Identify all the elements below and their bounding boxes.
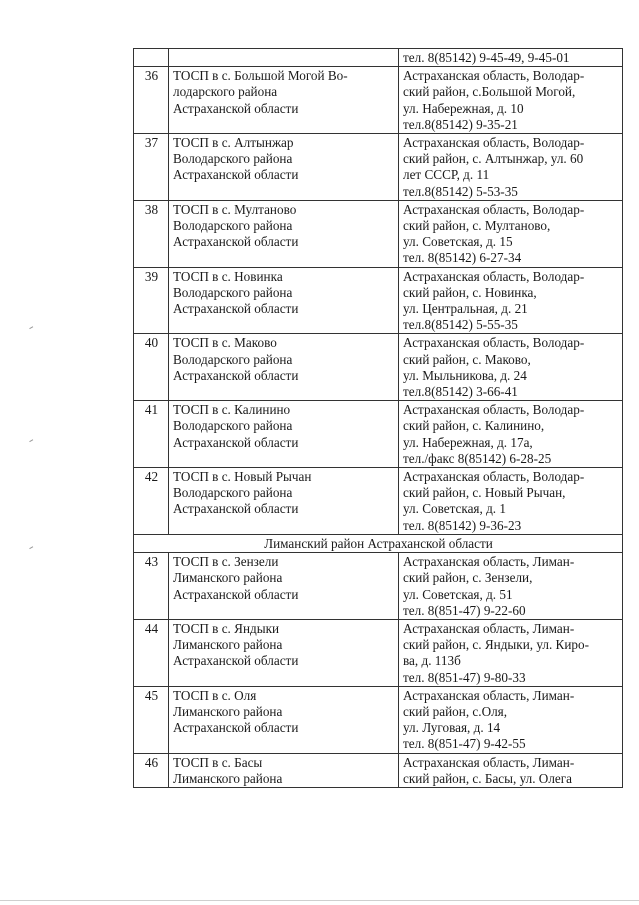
address-line: ский район, с. Мултаново,	[403, 218, 551, 234]
address-line: ский район, с.Большой Могой,	[403, 84, 576, 100]
organization-line: Володарского района	[173, 284, 293, 300]
address-cell	[399, 686, 623, 753]
address-line: Астраханская область, Володар-	[403, 402, 585, 418]
address-line: ский район, с. Маково,	[403, 351, 531, 367]
organization-line: ТОСП в с. Мултаново	[173, 201, 297, 217]
scan-mark	[29, 326, 34, 331]
address-line: Астраханская область, Лиман-	[403, 687, 575, 703]
organization-line: Астраханской области	[173, 100, 299, 116]
address-line: ский район, с. Калинино,	[403, 418, 545, 434]
address-cell	[399, 49, 623, 67]
row-number: 41	[134, 401, 169, 468]
organization-cell	[169, 267, 399, 334]
address-cell	[399, 200, 623, 267]
organization-line: ТОСП в с. Калинино	[173, 402, 291, 418]
table-row	[134, 619, 623, 686]
address-line: тел.8(85142) 5-55-35	[403, 317, 518, 333]
organization-line: Астраханской области	[173, 501, 299, 517]
address-line: тел.8(85142) 9-35-21	[403, 116, 518, 132]
address-line: ский район, с. Новинка,	[403, 284, 537, 300]
table-row	[134, 553, 623, 620]
bottom-edge	[0, 900, 639, 901]
address-line: ский район, с.Оля,	[403, 703, 508, 719]
section-row	[134, 534, 623, 552]
organization-line: Володарского района	[173, 418, 293, 434]
organization-line: Астраханской области	[173, 720, 299, 736]
organization-cell	[169, 686, 399, 753]
organization-line: Лиманского района	[173, 570, 283, 586]
organization-line: лодарского района	[173, 84, 278, 100]
row-number: 46	[134, 753, 169, 787]
table-row	[134, 468, 623, 535]
branches-table-body	[134, 49, 623, 788]
address-cell	[399, 468, 623, 535]
organization-cell	[169, 468, 399, 535]
address-line: Астраханская область, Лиман-	[403, 620, 575, 636]
address-line: тел. 8(85142) 6-27-34	[403, 250, 522, 266]
address-line: ул. Набережная, д. 10	[403, 100, 524, 116]
organization-line: Володарского района	[173, 218, 293, 234]
organization-line: ТОСП в с. Новинка	[173, 268, 283, 284]
address-line: ул. Советская, д. 1	[403, 501, 506, 517]
address-line: Астраханская область, Володар-	[403, 135, 585, 151]
address-line: тел. 8(851-47) 9-80-33	[403, 669, 526, 685]
address-line: ул. Набережная, д. 17а,	[403, 434, 533, 450]
address-line: тел. 8(851-47) 9-42-55	[403, 736, 526, 752]
address-line: ский район, с. Басы, ул. Олега	[403, 770, 573, 786]
address-cell	[399, 267, 623, 334]
address-line: ский район, с. Зензели,	[403, 570, 533, 586]
address-line: ва, д. 113б	[403, 653, 461, 669]
section-heading: Лиманский район Астраханской области	[134, 534, 623, 552]
table-row	[134, 49, 623, 67]
table-row	[134, 401, 623, 468]
organization-cell	[169, 134, 399, 201]
address-line: ский район, с. Новый Рычан,	[403, 485, 566, 501]
organization-line: Астраханской области	[173, 653, 299, 669]
scan-mark	[29, 439, 34, 444]
organization-line: Володарского района	[173, 151, 293, 167]
organization-line: ТОСП в с. Яндыки	[173, 620, 280, 636]
organization-cell	[169, 401, 399, 468]
address-cell	[399, 134, 623, 201]
address-line: тел. 8(85142) 9-45-49, 9-45-01	[403, 50, 570, 65]
address-cell	[399, 753, 623, 787]
organization-line: Астраханской области	[173, 301, 299, 317]
address-cell	[399, 401, 623, 468]
scan-mark	[29, 546, 34, 551]
organization-line: Астраханской области	[173, 367, 299, 383]
address-line: Астраханская область, Володар-	[403, 268, 585, 284]
table-row	[134, 67, 623, 134]
address-line: ул. Советская, д. 51	[403, 586, 513, 602]
organization-line: ТОСП в с. Большой Могой Во-	[173, 68, 348, 84]
address-line: тел./факс 8(85142) 6-28-25	[403, 450, 552, 466]
address-line: Астраханская область, Лиман-	[403, 754, 575, 770]
row-number: 39	[134, 267, 169, 334]
table-row	[134, 334, 623, 401]
organization-line: Володарского района	[173, 485, 293, 501]
address-line: тел. 8(85142) 9-36-23	[403, 517, 522, 533]
organization-line: Володарского района	[173, 351, 293, 367]
organization-line: Лиманского района	[173, 637, 283, 653]
organization-cell	[169, 200, 399, 267]
address-cell	[399, 67, 623, 134]
organization-cell	[169, 753, 399, 787]
table-row	[134, 134, 623, 201]
organization-line: ТОСП в с. Зензели	[173, 554, 279, 570]
organization-line: Лиманского района	[173, 703, 283, 719]
row-number	[134, 49, 169, 67]
address-line: ул. Луговая, д. 14	[403, 720, 501, 736]
organization-cell	[169, 553, 399, 620]
address-line: ул. Центральная, д. 21	[403, 301, 528, 317]
organization-cell	[169, 49, 399, 67]
address-line: Астраханская область, Володар-	[403, 68, 585, 84]
row-number: 38	[134, 200, 169, 267]
organization-cell	[169, 619, 399, 686]
address-cell	[399, 334, 623, 401]
row-number: 36	[134, 67, 169, 134]
organization-line: ТОСП в с. Алтынжар	[173, 135, 294, 151]
address-line: тел.8(85142) 5-53-35	[403, 183, 518, 199]
organization-cell	[169, 334, 399, 401]
organization-line: ТОСП в с. Оля	[173, 687, 257, 703]
table-row	[134, 753, 623, 787]
table-row	[134, 200, 623, 267]
organization-line: Астраханской области	[173, 434, 299, 450]
row-number: 45	[134, 686, 169, 753]
organization-cell	[169, 67, 399, 134]
table-row	[134, 267, 623, 334]
organization-line: Астраханской области	[173, 167, 299, 183]
address-line: лет СССР, д. 11	[403, 167, 490, 183]
address-line: ул. Мыльникова, д. 24	[403, 367, 527, 383]
address-cell	[399, 619, 623, 686]
row-number: 43	[134, 553, 169, 620]
row-number: 42	[134, 468, 169, 535]
organization-line: ТОСП в с. Новый Рычан	[173, 469, 312, 485]
address-cell	[399, 553, 623, 620]
organization-line: Астраханской области	[173, 586, 299, 602]
address-line: тел. 8(851-47) 9-22-60	[403, 602, 526, 618]
organization-line: ТОСП в с. Маково	[173, 335, 277, 351]
row-number: 40	[134, 334, 169, 401]
table-row	[134, 686, 623, 753]
branches-table	[133, 48, 623, 788]
address-line: тел.8(85142) 3-66-41	[403, 384, 518, 400]
organization-line: ТОСП в с. Басы	[173, 754, 263, 770]
address-line: Астраханская область, Володар-	[403, 335, 585, 351]
address-line: Астраханская область, Володар-	[403, 201, 585, 217]
row-number: 37	[134, 134, 169, 201]
organization-line: Астраханской области	[173, 234, 299, 250]
address-line: Астраханская область, Лиман-	[403, 554, 575, 570]
address-line: ский район, с. Алтынжар, ул. 60	[403, 151, 584, 167]
address-line: Астраханская область, Володар-	[403, 469, 585, 485]
organization-line: Лиманского района	[173, 770, 283, 786]
address-line: ский район, с. Яндыки, ул. Киро-	[403, 637, 589, 653]
row-number: 44	[134, 619, 169, 686]
address-line: ул. Советская, д. 15	[403, 234, 513, 250]
